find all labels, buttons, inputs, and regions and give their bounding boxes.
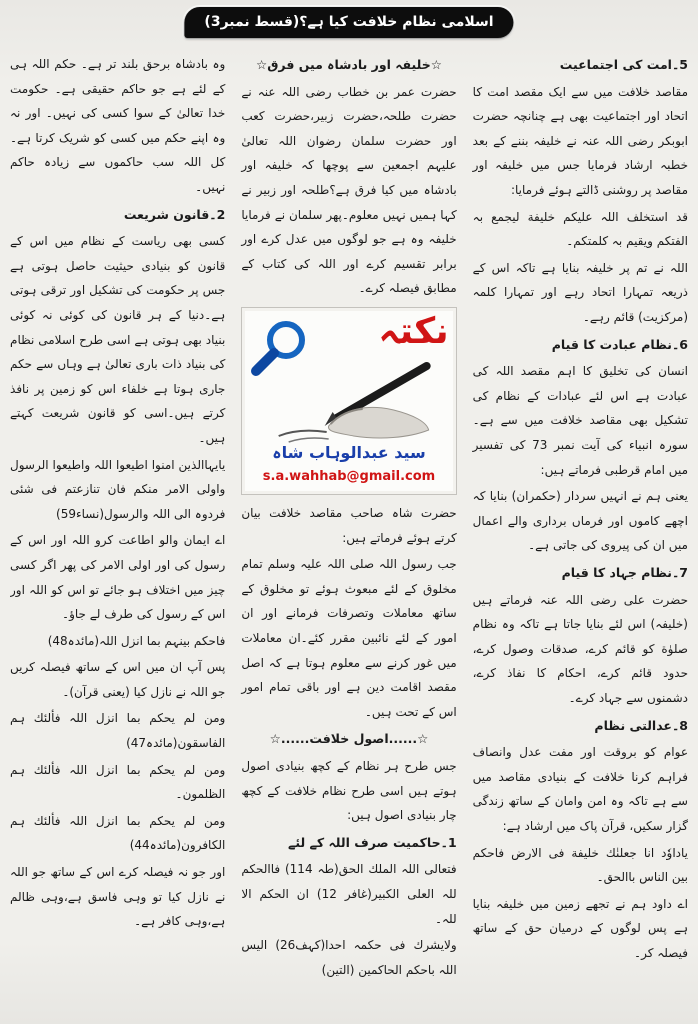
section-heading-6: 6۔نظام عبادت کا قیام xyxy=(551,336,688,352)
arabic-quote: ومن لم یحکم بما انزل اللہ فألئك ہم الکافرون(مائدہ44) xyxy=(10,813,226,853)
paragraph: اور جو نہ فیصلہ کرے اس کے ساتھ جو اللہ نے نازل کیا تو وہی فاسق ہے،وہی ظالم ہے،وہی کافر ہے۔ xyxy=(10,865,226,929)
arabic-quote: فاحکم بینہم بما انزل اللہ(مائدہ48) xyxy=(47,633,226,648)
column-middle xyxy=(241,52,456,1020)
logo-brand-text: نکتہ xyxy=(378,310,449,352)
paragraph: حضرت عمر بن خطاب رضی اللہ عنہ نے حضرت طلحہ،حضرت زبیر،حضرت کعب اور حضرت سلمان رضوان اللہ تعالیٰ علیہم اجمعین سے پوچھا کہ خلیفہ اور بادشاہ میں کیا فرق ہے؟طلحہ اور زبیر نے کہا ہمیں نہیں معلوم۔پھر سلمان نے فرمایا خلیفہ وہ ہے جو لوگوں میں عدل کرے اور برابر تقسیم کرے اور اللہ کی کتاب کے مطابق فیصلہ کرے۔ xyxy=(241,84,457,296)
paragraph: حضرت شاہ صاحب مقاصد خلافت بیان کرتے ہوئے فرماتے ہیں: xyxy=(241,505,457,545)
paragraph: جب رسول اللہ صلی اللہ علیہ وسلم تمام مخلوق کے لئے مبعوث ہوئے تو مخلوق کے ساتھ معاملات وتصرفات فرمانے اور ان امور کے لئے نائبین مقرر کئے۔ان معاملات میں غور کرنے سے معلوم ہوتا ہے کہ اصل مقصد اقامت دین ہے اور باقی تمام امور اس کے تحت ہیں۔ xyxy=(241,557,457,719)
paragraph: پس آپ ان میں اس کے ساتھ فیصلہ کریں جو اللہ نے نازل کیا (یعنی قرآن)۔ xyxy=(10,660,226,699)
paragraph: کسی بھی ریاست کے نظام میں اس کے قانون کو بنیادی حیثیت حاصل ہوتی ہے جس پر حکومت کی تشکیل اور ترقی ہوتی ہے۔دنیا کے ہر قانون کی کوئی نہ کوئی بنیاد بھی ہوتی ہے اسی طرح اسلامی نظام کی بنیاد ذات باری تعالیٰ ہے وہاں سے حکم جاری ہوتا ہے خلفاء اس کو زمین پر نافذ کرتے ہیں۔اسی کو قانون شریعت کہتے ہیں۔ xyxy=(10,234,226,445)
paragraph: انسان کی تخلیق کا اہم مقصد اللہ کی عبادت ہے اس لئے عبادات کے نظام کی تشکیل بھی مقاصد خلافت میں سے ہے۔سورہ انبیاء کی آیت نمبر 73 کی تفسیر میں امام قرطبی فرماتے ہیں: xyxy=(472,364,688,477)
paragraph: حضرت علی رضی اللہ عنہ فرماتے ہیں (خلیفہ) اس لئے بنایا جاتا ہے تاکہ وہ نظام صلوٰة کو قائم کرے، صدقات وصول کرے، حدود قائم کرے، احکام کا نفاذ کرے، دشمنوں سے جہاد کرے۔ xyxy=(472,592,688,705)
paragraph: وہ بادشاہ برحق بلند تر ہے۔ حکم اللہ ہی کے لئے ہے جو حاکم حقیقی ہے۔ حکومت خدا تعالیٰ کے سوا کسی کی نہیں۔ اور نہ وہ اپنے حکم میں کسی کو شریک کرتا ہے۔ کل اللہ سب حاکموں سے زیادہ حاکم نہیں۔ xyxy=(10,57,226,194)
column-right xyxy=(473,52,688,1020)
paragraph: عوام کو بروقت اور مفت عدل وانصاف فراہم کرنا خلافت کے بنیادی مقاصد میں سے ہے تاکہ وہ امن وامان کے ساتھ زندگی گزار سکیں، قرآن پاک میں ارشاد ہے: xyxy=(472,745,688,833)
section-heading-usool: ☆......اصول خلافت......☆ xyxy=(269,731,429,747)
paragraph: اللہ نے تم پر خلیفہ بنایا ہے تاکہ اس کے ذریعہ تمہارا اتحاد رہے اور تمہارا کلمہ (مرکزیت) قائم رہے۔ xyxy=(472,260,688,324)
section-heading-8: 8۔عدالتی نظام xyxy=(594,717,688,733)
paragraph: مقاصد خلافت میں سے ایک مقصد امت کا اتحاد اور اجتماعیت بھی ہے چنانچہ حضرت ابوبکر رضی اللہ عنہ نے خلیفہ بننے کے بعد خطبہ ارشاد فرمایا جس میں خلیفہ اور مقاصد پر روشنی ڈالتے ہوئے فرمایا: xyxy=(472,84,688,197)
logo-author-name: سید عبدالوہاب شاہ xyxy=(272,443,426,463)
section-heading-7: 7۔نظام جہاد کا قیام xyxy=(561,564,688,580)
article-columns xyxy=(10,52,688,1020)
section-heading-difference: ☆خلیفہ اور بادشاہ میں فرق☆ xyxy=(256,57,442,72)
article-title: اسلامی نظام خلافت کیا ہے؟(قسط نمبر3) xyxy=(184,7,513,38)
arabic-quote: ولایشرك فی حکمہ احدا(کہف26) الیس اللہ باحکم الحاکمین (التین) xyxy=(241,938,457,977)
paragraph: جس طرح ہر نظام کے کچھ بنیادی اصول ہوتے ہیں اسی طرح نظام خلافت کے کچھ چار بنیادی اصول ہیں: xyxy=(241,758,457,823)
arabic-quote: قد استخلف اللہ علیکم خلیفة لیجمع بہ الفتکم ویقیم بہ کلمتکم۔ xyxy=(472,209,688,249)
column-left xyxy=(10,52,225,1020)
author-logo-box xyxy=(241,307,456,495)
paragraph: اے داود ہم نے تجھے زمین میں خلیفہ بنایا ہے پس لوگوں کے درمیان حق کے ساتھ فیصلہ کر۔ xyxy=(472,896,688,960)
arabic-quote: ومن لم یحکم بما انزل اللہ فألئك ہم الظلمون۔ xyxy=(10,762,226,802)
arabic-quote: یایہاالذین امنوا اطیعوا اللہ واطیعوا الرسول واولی الامر منکم فان تنازعتم فی شئی فردوہ الی اللہ والرسول(نساء59) xyxy=(10,457,226,521)
arabic-quote: ومن لم یحکم بما انزل اللہ فألئك ہم الفاسقون(مائدہ47) xyxy=(10,711,226,751)
paragraph: یعنی ہم نے انہیں سردار (حکمران) بنایا کہ اچھے کاموں اور فرماں برداری والے اعمال میں ان کی پیروی کی جاتی ہے۔ xyxy=(472,489,688,553)
logo-email: s.a.wahhab@gmail.com xyxy=(262,469,436,485)
paragraph: اے ایمان والو اطاعت کرو اللہ اور اس کے رسول کی اور اولی الامر کی پھر اگر کسی چیز میں اختلاف ہو جائے تو اس کو اللہ اور اس کے رسول کی طرف لے جاؤ۔ xyxy=(10,533,226,622)
arabic-quote: یاداوٗد انا جعلنٰك خلیفة فی الارض فاحکم بین الناس باالحق۔ xyxy=(472,845,688,885)
arabic-quote: فتعالی اللہ الملك الحق(طہ 114) فاالحکم للہ العلی الکبیر(غافر 12) ان الحکم الا للہ۔ xyxy=(241,862,457,926)
section-heading-2: 2۔قانون شریعت xyxy=(123,206,226,222)
section-heading-5: 5۔امت کی اجتماعیت xyxy=(559,57,688,72)
principle-heading-1: 1۔حاکمیت صرف اللہ کے لئے xyxy=(288,834,457,850)
writing-hand-pen-icon xyxy=(242,360,455,446)
